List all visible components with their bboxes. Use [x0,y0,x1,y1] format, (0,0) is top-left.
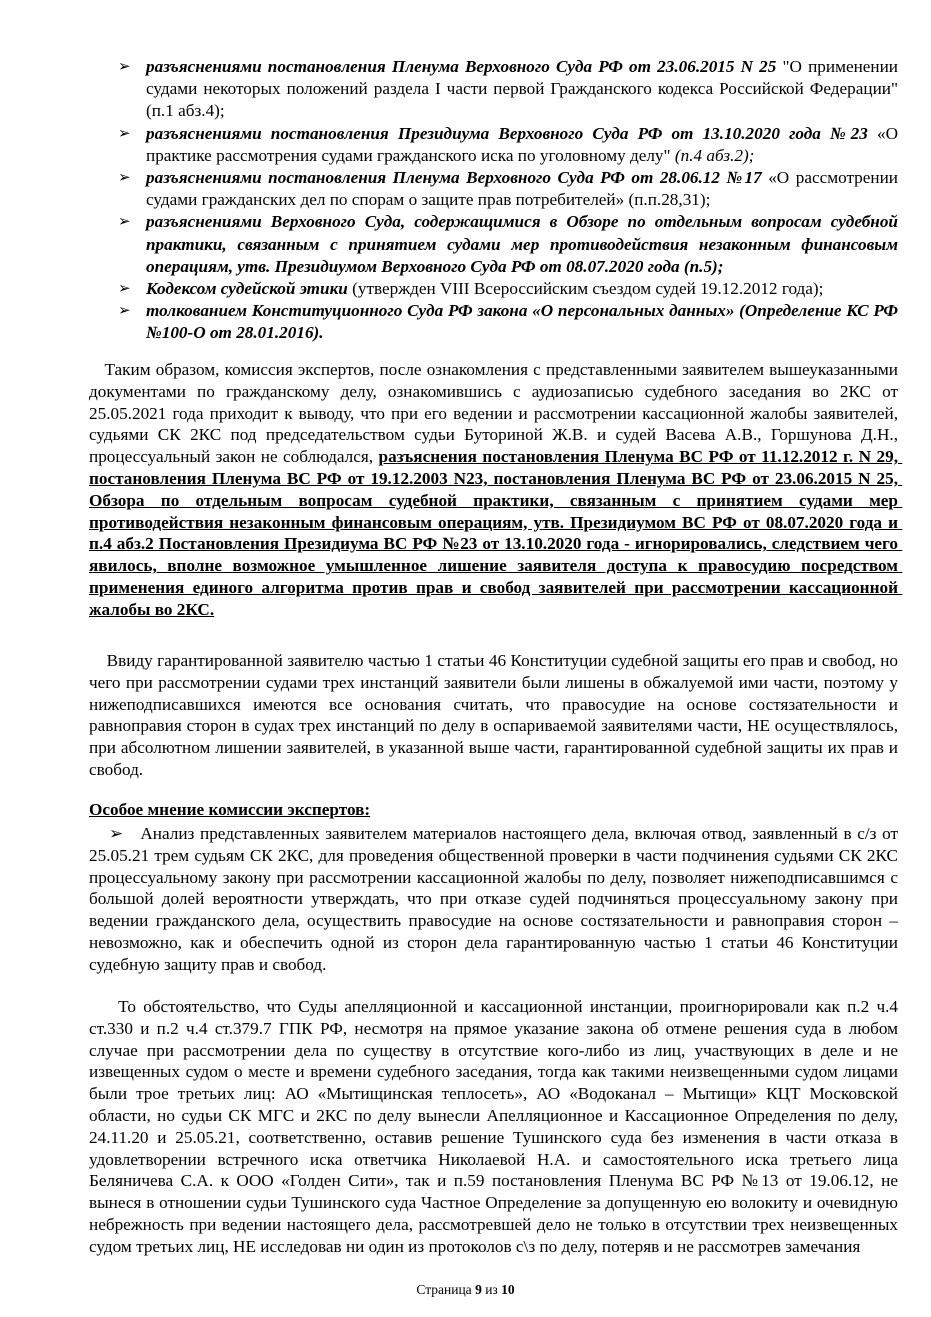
page-footer: Страница 9 из 10 [416,1282,515,1297]
section-heading: Особое мнение комиссии экспертов: [89,800,371,819]
constitutional-protection-paragraph: Ввиду гарантированной заявителю частью 1 статьи 46 Конституции судебной защиты его прав и свобод, но чего при рассмотрении судами трех инстанций заявители были лишены в обжалуемой ими части, поэтому у нижеподписавшихся имеются все основания считать, что правосудие на основе состязательности и равноправия сторон в судах трех инстанций по делу в оспариваемой заявителями части, НЕ осуществлялось, при абсолютном лишении заявителей, в указанной выше части, гарантированной судебной защиты их прав и свобод. [89,651,903,779]
list-item: ➢ разъяснениями постановления Пленума Верховного Суда РФ от 28.06.12 №17 «О рассмотрении судами гражданских дел по спорам о защите прав потребителей» (п.п.28,31); [118,168,898,210]
arrow-bullet-icon: ➢ [109,824,124,843]
list-item: ➢ разъяснениями постановления Пленума Верховного Суда РФ от 23.06.2015 N 25 "О применении судами некоторых положений раздела I части первой Гражданского кодекса Российской Федерации" (п.1 абз.4); [118,57,898,121]
arrow-bullet-icon: ➢ [118,214,131,231]
arrow-bullet-icon: ➢ [118,281,131,298]
legal-basis-list [118,56,898,345]
conclusion-paragraph: Таким образом, комиссия экспертов, после ознакомления с представленными заявителем вышеуказанными документами по гражданскому делу, ознакомившись с аудиозаписью судебного заседания во 2КС от 25.05.2021 года приходит к выводу, что при его ведении и рассмотрении кассационной жалобы заявителей, судьями СК 2КС под председательством судьи Буториной Ж.В. и судей Васева А.В., Горшунова Д.Н., процессуальный закон не соблюдался, разъяснения постановления Пленума ВС РФ от 11.12.2012 г. N 29, постановления Пленума ВС РФ от 19.12.2003 N23, постановления Пленума ВС РФ от 23.06.2015 N 25, Обзора по отдельным вопросам судебной практики, связанным с принятием судами мер противодействия незаконным финансовым операциям, утв. Президиумом ВС РФ от 08.07.2020 года и п.4 абз.2 Постановления Президиума ВС РФ №23 от 13.10.2020 года - игнорировались, следствием чего явилось, вполне возможное умышленное лишение заявителя доступа к правосудию посредством применения единого алгоритма против прав и свобод заявителей при рассмотрении кассационной жалобы во 2КС. [89,360,903,619]
circumstance-paragraph: То обстоятельство, что Суды апелляционной и кассационной инстанции, проигнорировали как п.2 ч.4 ст.330 и п.2 ч.4 ст.379.7 ГПК РФ, несмотря на прямое указание закона об отмене решения суда в любом случае при рассмотрении дела по существу в отсутствие кого-либо из лиц, участвующих в деле и не извещенных судом о месте и времени судебного заседания, тогда как такими неизвещенными судом лицами были трое третьих лиц: АО «Мытищинская теплосеть», АО «Водоканал – Мытищи» КЦТ Московской области, но судьи СК МГС и 2КС по делу вынесли Апелляционное и Кассационное Определения по делу, 24.11.20 и 25.05.21, соответственно, оставив решение Тушинского суда без изменения в части отказа в удовлетворении встречного иска ответчика Николаевой Н.А. и самостоятельного иска третьего лица Беляничева С.А. к ООО «Голден Сити», так и п.59 постановления Пленума ВС РФ №13 от 19.06.12, не вынеся в отношении судьи Тушинского суда Частное Определение за допущенную ею волокиту и очевидную небрежность при ведении настоящего дела, рассмотревшей дело не только в отсутствии трех неизвещенных судом третьих лиц, НЕ исследовав ни один из протоколов с\з по делу, потеряв и не рассмотрев замечания [89,997,903,1256]
page-total: 10 [501,1282,515,1297]
list-item: ➢ толкованием Конституционного Суда РФ закона «О персональных данных» (Определение КС РФ №100-О от 28.01.2016). [118,301,898,343]
arrow-bullet-icon: ➢ [118,170,131,187]
arrow-bullet-icon: ➢ [118,59,131,75]
list-item: ➢ разъяснениями Верховного Суда, содержащимися в Обзоре по отдельным вопросам судебной практики, связанным с принятием судами мер противодействия незаконным финансовым операциям, утв. Президиумом Верховного Суда РФ от 08.07.2020 года (п.5); [118,212,898,276]
page-number: 9 [475,1282,482,1297]
list-item: ➢ разъяснениями постановления Президиума Верховного Суда РФ от 13.10.2020 года №23 «О практике рассмотрения судами гражданского иска по уголовному делу" (п.4 абз.2); [118,123,898,165]
arrow-bullet-icon: ➢ [118,303,131,320]
list-item: ➢ Кодексом судейской этики (утвержден VIII Всероссийским съездом судей 19.12.2012 года); [118,279,824,299]
underlined-conclusion: разъяснения постановления Пленума ВС РФ от 11.12.2012 г. N 29, постановления Пленума ВС РФ от 19.12.2003 N23, постановления Пленума ВС РФ от 23.06.2015 N 25, Обзора по отдельным вопросам судебной практики, связанным с принятием судами мер противодействия незаконным финансовым операциям, утв. Президиумом ВС РФ от 08.07.2020 года и п.4 абз.2 Постановления Президиума ВС РФ №23 от 13.10.2020 года - игнорировались, следствием чего явилось, вполне возможное умышленное лишение заявителя доступа к правосудию посредством применения единого алгоритма против прав и свобод заявителей при рассмотрении кассационной жалобы во 2КС. [89,447,903,619]
special-opinion-paragraph: ➢ Анализ представленных заявителем материалов настоящего дела, включая отвод, заявленный в с/з от 25.05.21 трем судьям СК 2КС, для проведения общественной проверки в части подчинения судьями СК 2КС процессуальному закону при рассмотрении кассационной жалобы по делу, позволяет нижеподписавшимся с большой долей вероятности утверждать, что при отказе судей подчиняться процессуальному закону при ведении гражданского дела, осуществить правосудие на основе состязательности и равноправия сторон – невозможно, как и обеспечить одной из сторон дела гарантированную частью 1 статьи 46 Конституции судебную защиту прав и свобод. [89,824,903,974]
arrow-bullet-icon: ➢ [118,125,131,142]
